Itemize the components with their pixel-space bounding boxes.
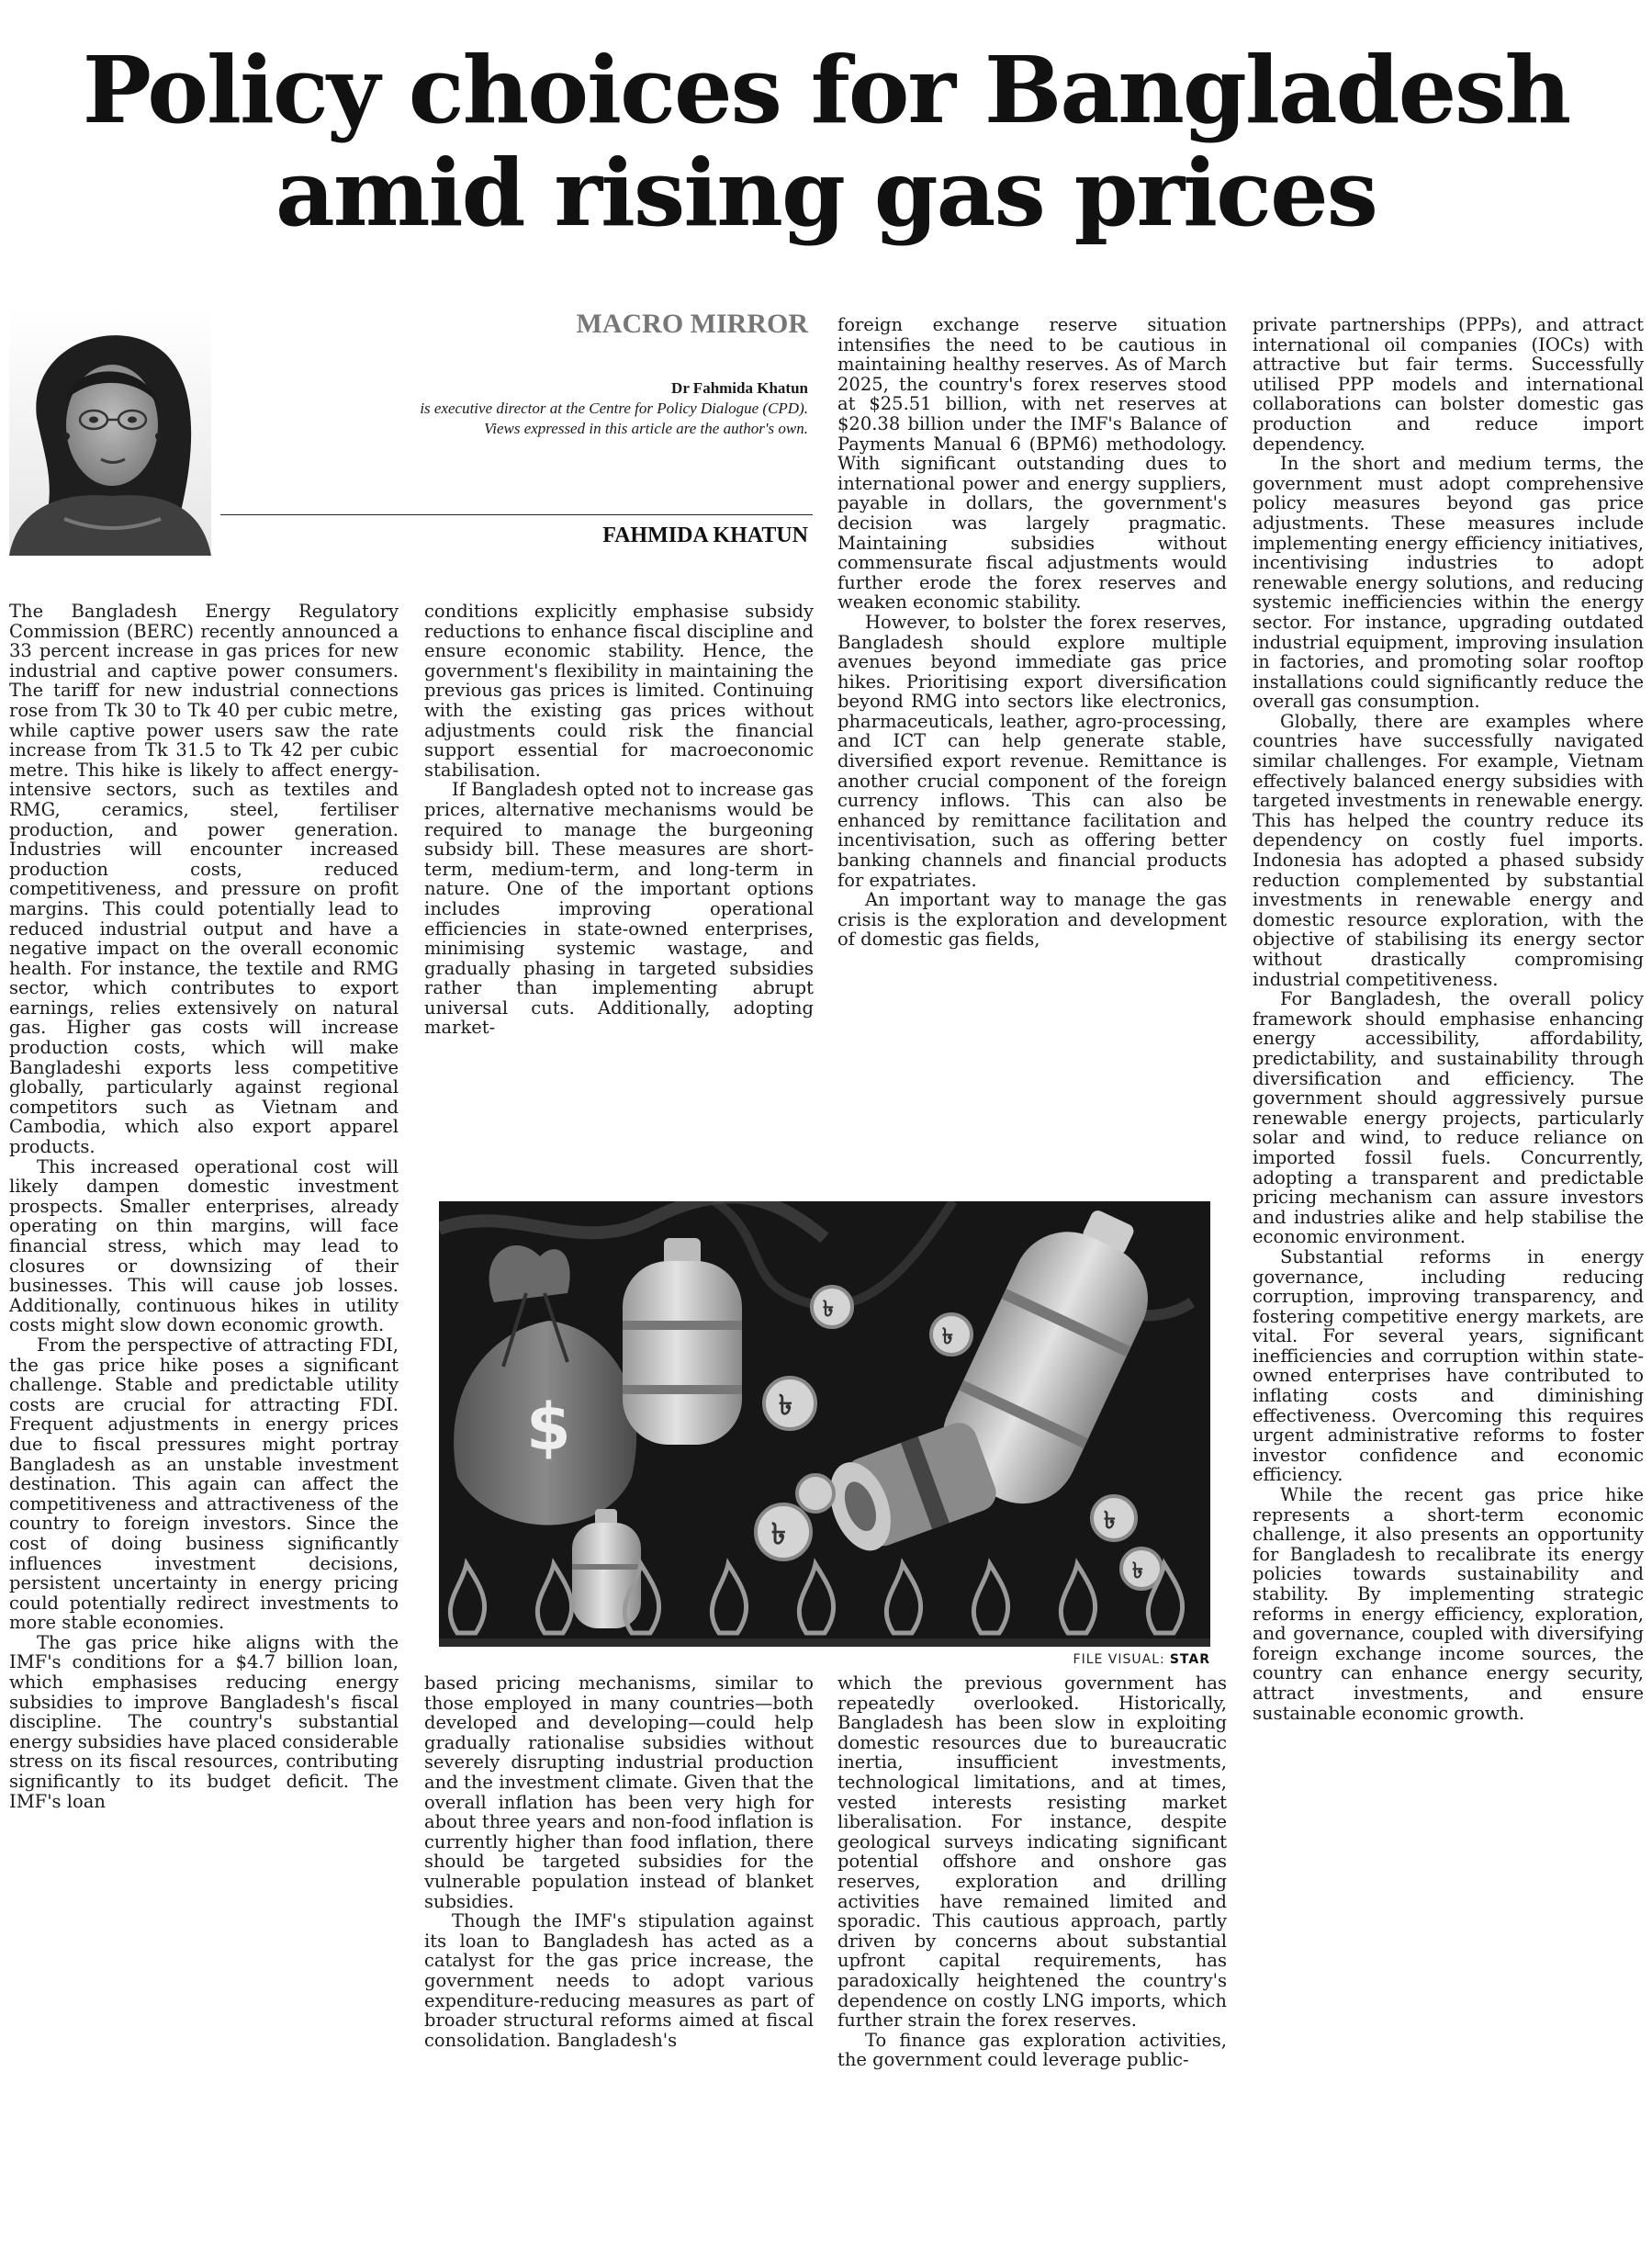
gas-price-illustration — [439, 1201, 1210, 1647]
column-2-top — [424, 602, 814, 1038]
column-1 — [9, 602, 399, 1811]
paragraph: which the previous government has repeatedly overlooked. Historically, Bangladesh has been slow in exploiting domestic resources due to bureaucratic inertia, insufficient investments, technological limitations, and at times, vested interests resisting market liberalisation. For instance, despite geological surveys indicating significant potential offshore and onshore gas reserves, exploration and drilling activities have remained limited and sporadic. This cautious approach, partly driven by concerns about substantial upfront capital requirements, has paradoxically heightened the country's dependence on costly LNG imports, which further strain the forex reserves. — [837, 1672, 1227, 2032]
svg-text:৳: ৳ — [942, 1323, 953, 1349]
image-credit-source: STAR — [1169, 1652, 1210, 1667]
svg-text:$: $ — [526, 1390, 571, 1465]
paragraph: However, to bolster the forex reserves, Bangladesh should explore multiple avenues beyond immediate gas price hikes. Prioritising export diversification beyond RMG into sectors like electronics, pharmaceuticals, leather, agro-processing, and ICT can help generate stable, diversified export revenue. Remittance is another crucial component of the foreign currency inflows. This can also be enhanced by remittance facilitation and incentivisation, such as offering better banking channels and financial products for expatriates. — [837, 611, 1227, 891]
paragraph: In the short and medium terms, the government must adopt comprehensive policy measures beyond gas price adjustments. These measures include implementing energy efficiency initiatives, incentivising industries to adopt renewable energy solutions, and reducing systemic inefficiencies within the energy sector. For instance, upgrading outdated industrial equipment, improving insulation in factories, and promoting solar rooftop installations could significantly reduce the overall gas consumption. — [1253, 453, 1644, 713]
paragraph: The gas price hike aligns with the IMF's conditions for a $4.7 billion loan, which emphasises reducing energy subsidies to improve Bangladesh's fiscal discipline. The country's substantial energy subsidies have placed considerable stress on its fiscal resources, contributing significantly to its budget deficit. The IMF's loan — [9, 1631, 399, 1812]
svg-text:৳: ৳ — [771, 1516, 786, 1551]
author-name: Dr Fahmida Khatun — [671, 379, 808, 397]
image-credit-label: FILE VISUAL: — [1073, 1652, 1165, 1667]
paragraph: Globally, there are examples where countries have successfully navigated similar challenges. For example, Vietnam effectively balanced energy subsidies with targeted investments in renewable energy. This has helped the country reduce its dependency on costly fuel imports. Indonesia has adopted a phased subsidy reduction complemented by substantial investments in renewable energy and domestic resource exploration, with the objective of stabilising its energy sector without drastically compromising industrial competitiveness. — [1253, 710, 1644, 990]
image-credit — [1028, 1649, 1210, 1667]
author-info — [275, 378, 808, 439]
paragraph: The Bangladesh Energy Regulatory Commission (BERC) recently announced a 33 percent increase in gas prices for new industrial and captive power consumers. The tariff for new industrial connections rose from Tk 30 to Tk 40 per cubic metre, while captive power users saw the rate increase from Tk 31.5 to Tk 42 per cubic metre. This hike is likely to affect energy-intensive sectors, such as textiles and RMG, ceramics, steel, fertiliser production, and power generation. Industries will encounter increased production costs, reduced competitiveness, and pressure on profit margins. This could potentially lead to reduced industrial output and have a negative impact on the overall economic health. For instance, the textile and RMG sector, which contributes to export earnings, relies extensively on natural gas. Higher gas costs will increase production costs, which will make Bangladeshi exports less competitive globally, particularly against regional competitors such as Vietnam and Cambodia, which also export apparel products. — [9, 601, 399, 1158]
paragraph: Though the IMF's stipulation against its loan to Bangladesh has acted as a catalyst for the gas price increase, the government needs to adopt various expenditure-reducing measures as part of broader structural reforms aimed at fiscal consolidation. Bangladesh's — [424, 1910, 814, 2051]
paragraph: To finance gas exploration activities, the government could leverage public- — [837, 2029, 1227, 2071]
paragraph: based pricing mechanisms, similar to those employed in many countries—both developed and developing—could help gradually rationalise subsidies without severely disrupting industrial production and the investment climate. Given that the overall inflation has been very high for about three years and non-food inflation is currently higher than food inflation, there should be targeted subsidies for the vulnerable population instead of blanket subsidies. — [424, 1672, 814, 1912]
paragraph: If Bangladesh opted not to increase gas prices, alternative mechanisms would be required to manage the burgeoning subsidy bill. These measures are short-term, medium-term, and long-term in nature. One of the important options includes improving operational efficiencies in state-owned enterprises, minimising systemic wastage, and gradually phasing in targeted subsidies rather than implementing abrupt universal cuts. Additionally, adopting market- — [424, 779, 814, 1039]
author-portrait — [9, 308, 211, 556]
paragraph: From the perspective of attracting FDI, the gas price hike poses a significant challenge. Stable and predictable utility costs are crucial for attracting FDI. Frequent adjustments in energy prices due to fiscal pressures might portray Bangladesh as an unstable investment destination. This again can affect the competitiveness and attractiveness of the country to foreign investors. Since the cost of doing business significantly influences investment decisions, persistent uncertainty in energy pricing could potentially redirect investments to more stable economies. — [9, 1334, 399, 1634]
paragraph: Substantial reforms in energy governance, including reducing corruption, improving transparency, and fostering competitive energy markets, are vital. For several years, significant inefficiencies and corruption within state-owned enterprises have contributed to inflating costs and diminishing effectiveness. Overcoming this requires urgent administrative reforms to foster investor confidence and economic efficiency. — [1253, 1245, 1644, 1486]
taka-coin-icon — [764, 1378, 815, 1429]
paragraph: While the recent gas price hike represents a short-term economic challenge, it also presents an opportunity for Bangladesh to recalibrate its energy policies towards sustainability and stability. By implementing strategic reforms in energy efficiency, exploration, and governance, coupled with diversifying foreign exchange income sources, the country can enhance energy security, attract investments, and ensure sustainable economic growth. — [1253, 1484, 1644, 1724]
column-3-top — [837, 315, 1227, 950]
rubric-macro-mirror: MACRO MIRROR — [576, 309, 808, 339]
column-2-bottom — [424, 1673, 814, 2050]
author-disclaimer: Views expressed in this article are the author's own. — [484, 420, 808, 437]
headline-line-2: amid rising gas prices — [275, 139, 1377, 247]
paragraph: An important way to manage the gas crisis is the exploration and development of domestic gas fields, — [837, 889, 1227, 951]
headline — [0, 36, 1652, 247]
paragraph: foreign exchange reserve situation intensifies the need to be cautious in maintaining healthy reserves. As of March 2025, the country's forex reserves stood at $25.51 billion, with net reserves at $20.38 billion under the IMF's Balance of Payments Manual 6 (BPM6) methodology. With significant outstanding dues to international power and energy suppliers, payable in dollars, the government's decision was largely pragmatic. Maintaining subsidies without commensurate fiscal adjustments would further erode the forex reserves and weaken economic stability. — [837, 314, 1227, 614]
taka-coin-icon — [812, 1287, 852, 1327]
byline: FAHMIDA KHATUN — [602, 524, 808, 547]
paragraph: For Bangladesh, the overall policy framework should emphasise enhancing energy accessibility, affordability, predictability, and sustainability through diversification and efficiency. The government should aggressively pursue renewable energy projects, particularly solar and wind, to reduce reliance on imported fossil fuels. Concurrently, adopting a transparent and predictable pricing mechanism can assure investors and industries alike and help stabilise the economic environment. — [1253, 988, 1644, 1248]
taka-coin-icon — [756, 1504, 811, 1559]
taka-coin-icon — [797, 1475, 834, 1512]
paragraph: private partnerships (PPPs), and attract international oil companies (IOCs) with attractive but fair terms. Successfully utilised PPP models and international collaborations can bolster domestic gas production and reduce import dependency. — [1253, 314, 1644, 455]
author-bio: is executive director at the Centre for Policy Dialogue (CPD). — [420, 400, 808, 417]
column-3-bottom — [837, 1673, 1227, 2070]
byline-divider — [220, 514, 813, 515]
taka-coin-icon — [931, 1314, 972, 1355]
column-4 — [1253, 315, 1644, 1723]
paragraph: This increased operational cost will likely dampen domestic investment prospects. Smaller enterprises, already operating on thin margins, will face financial stress, which may lead to closures or downsizing of their businesses. This will cause job losses. Additionally, continuous hikes in utility costs might slow down economic growth. — [9, 1155, 399, 1336]
svg-text:৳: ৳ — [823, 1296, 834, 1322]
svg-text:৳: ৳ — [1104, 1507, 1116, 1535]
svg-text:৳: ৳ — [1132, 1558, 1143, 1583]
svg-text:৳: ৳ — [779, 1390, 792, 1422]
headline-line-1: Policy choices for Bangladesh — [82, 36, 1570, 144]
taka-coin-icon — [1092, 1496, 1136, 1540]
paragraph: conditions explicitly emphasise subsidy reductions to enhance fiscal discipline and ensure economic stability. Hence, the government's flexibility in maintaining the previous gas prices is limited. Continuing with the existing gas prices without adjustments could risk the financial support essential for macroeconomic stabilisation. — [424, 601, 814, 781]
